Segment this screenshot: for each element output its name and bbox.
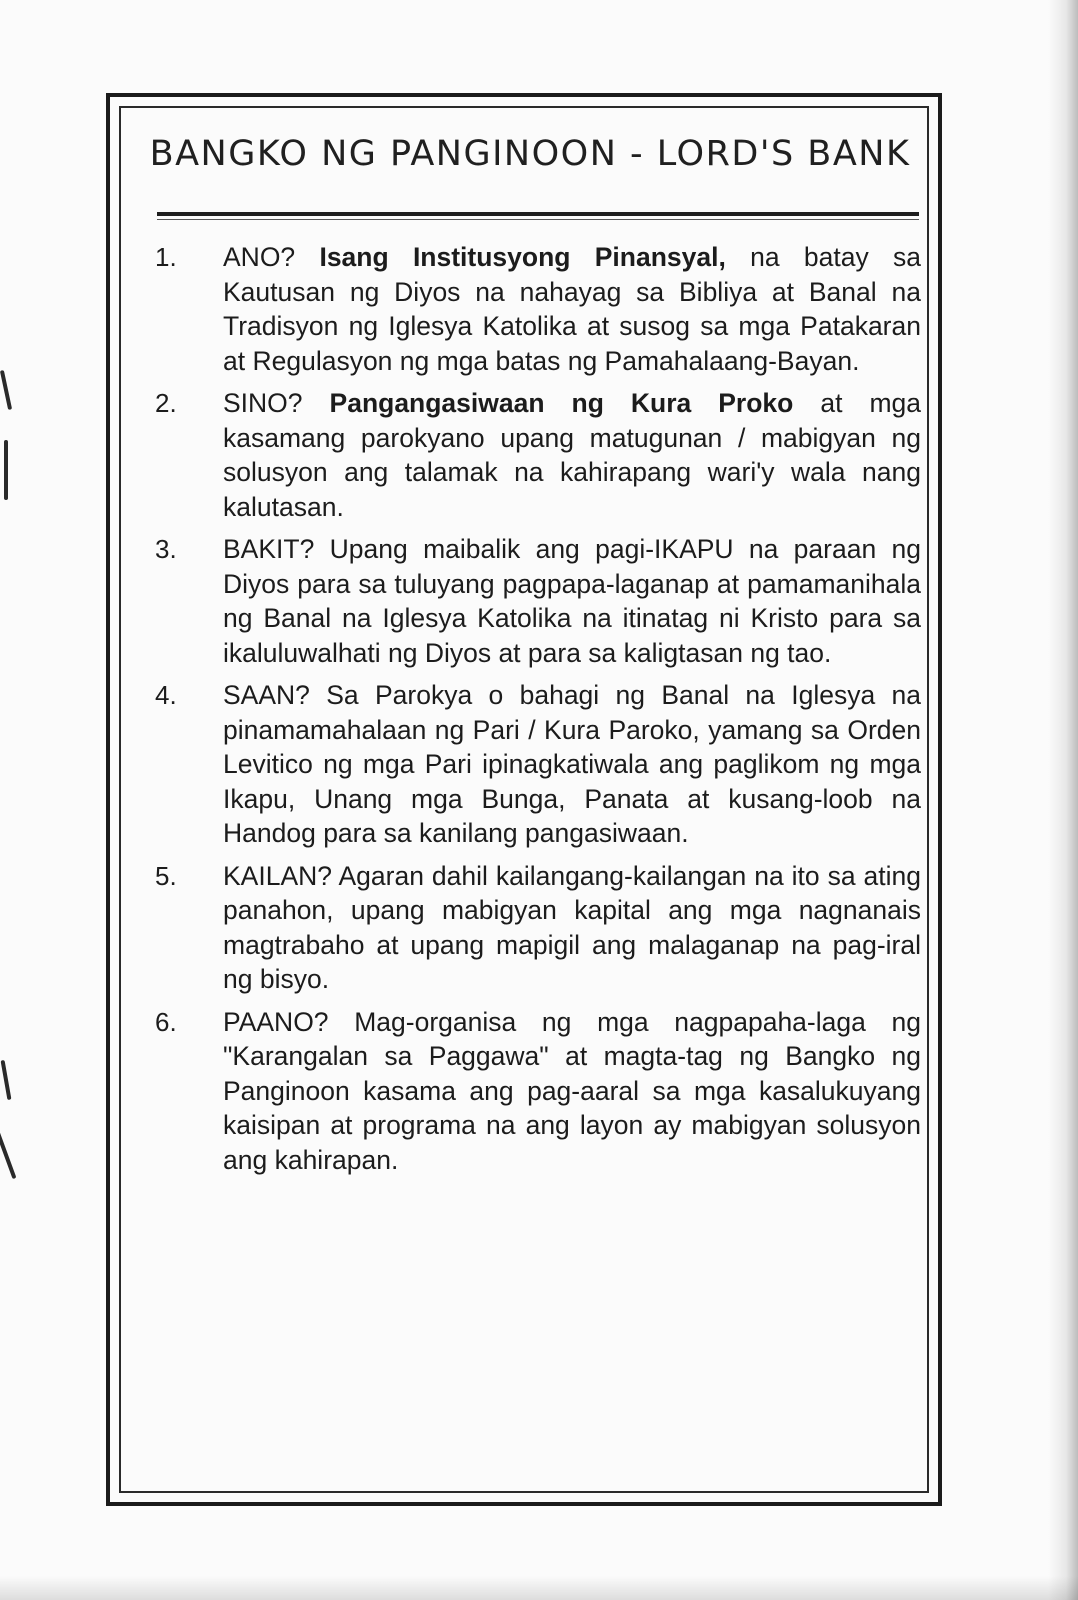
list-item — [151, 532, 921, 670]
numbered-list — [151, 240, 921, 1185]
page-edge-shadow — [1048, 0, 1078, 1600]
margin-mark — [1, 1060, 12, 1100]
item-number: 4. — [155, 680, 177, 710]
item-question: SINO? — [223, 388, 303, 418]
list-item — [151, 859, 921, 997]
item-bold-text: Pangangasiwaan ng Kura Proko — [329, 388, 794, 418]
item-number: 1. — [155, 242, 177, 272]
list-item — [151, 678, 921, 851]
item-question: PAANO? — [223, 1006, 329, 1037]
list-item — [151, 1005, 921, 1178]
page-bottom-shadow — [0, 1576, 1078, 1600]
margin-mark — [0, 370, 12, 410]
item-question: KAILAN? — [223, 860, 333, 891]
title-rule — [157, 212, 919, 216]
item-text: Upang maibalik ang pagi-IKAPU na paraan ng Diyos para sa tuluyang pagpapa-laganap at pamamanihala ng Banal na Iglesya Katolika na itinatag ni Kristo para sa ikaluluwalhati ng Diyos at para sa kaligtasan ng tao. — [223, 534, 921, 668]
item-number: 6. — [155, 1006, 177, 1037]
item-question: ANO? — [223, 242, 296, 272]
item-bold-text: Isang Institusyong Pinansyal, — [319, 242, 726, 272]
item-text: at mga kasamang parokyano upang matugunan / mabigyan ng solusyon ang talamak na kahirapang wari'y wala nang kalutasan. — [223, 388, 921, 522]
item-text: Mag-organisa ng mga nagpapaha-laga ng "Karangalan sa Paggawa" at magta-tag ng Bangko ng Panginoon kasama ang pag-aaral sa mga kasalukuyang kaisipan at programa na ang layon ay mabigyan solusyon ang kahirapan. — [223, 1006, 921, 1175]
page-title: BANGKO NG PANGINOON - LORD'S BANK — [149, 134, 911, 174]
document-inner-frame — [119, 106, 929, 1493]
item-text: Agaran dahil kailangang-kailangan na ito sa ating panahon, upang mabigyan kapital ang mga nagnanais magtrabaho at upang mapigil ang malaganap na pag-iral ng bisyo. — [223, 860, 921, 994]
item-text: Sa Parokya o bahagi ng Banal na Iglesya na pinamamahalaan ng Pari / Kura Paroko, yamang sa Orden Levitico ng mga Pari ipinagkatiwala ang paglikom ng mga Ikapu, Unang mga Bunga, Panata at kusang-loob na Handog para sa kanilang pangasiwaan. — [223, 680, 921, 848]
item-text: na batay sa Kautusan ng Diyos na nahayag sa Bibliya at Banal na Tradisyon ng Iglesya Katolika at susog sa mga Patakaran at Regulasyon ng mga batas ng Pamahalaang-Bayan. — [223, 242, 921, 376]
item-number: 5. — [155, 860, 177, 891]
list-item — [151, 240, 921, 378]
margin-mark — [4, 440, 8, 500]
item-question: BAKIT? — [223, 534, 315, 564]
margin-mark — [0, 1131, 16, 1179]
document-frame — [106, 93, 942, 1506]
title-rule-thin — [157, 219, 919, 220]
list-item — [151, 386, 921, 524]
item-question: SAAN? — [223, 680, 310, 710]
item-number: 2. — [155, 388, 177, 418]
item-number: 3. — [155, 534, 177, 564]
